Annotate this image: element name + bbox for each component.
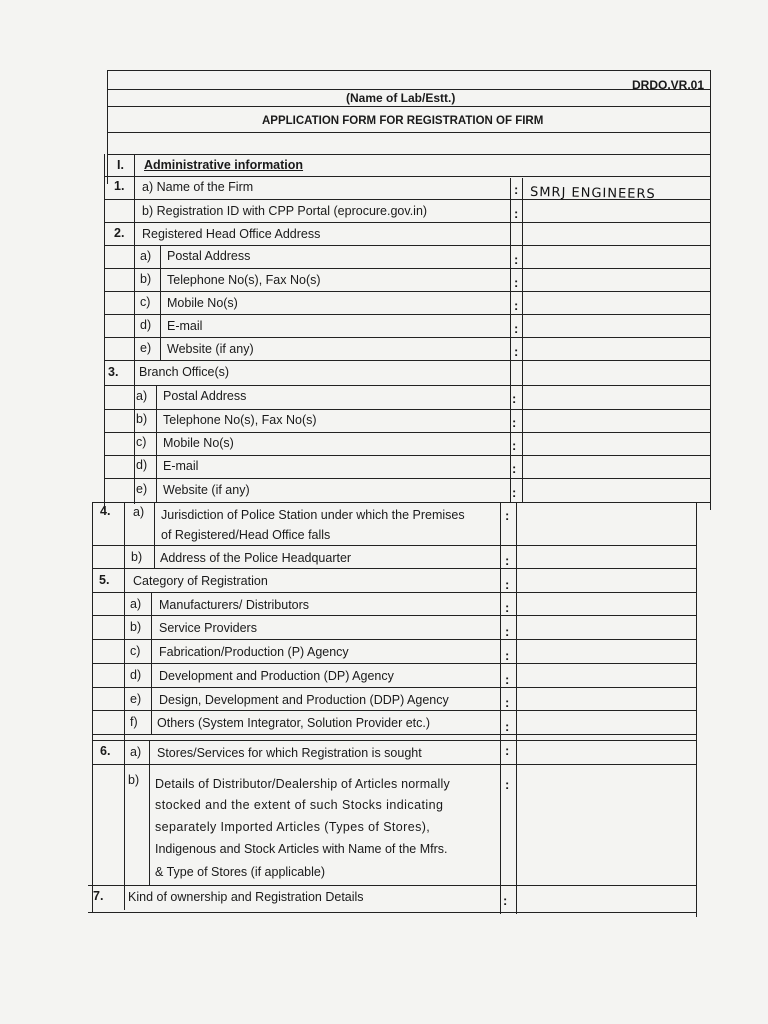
row-num-3: 3. [108, 365, 119, 379]
colon: : [505, 672, 510, 687]
colon: : [512, 438, 517, 453]
sub-key: e) [130, 692, 142, 706]
colon: : [505, 648, 510, 663]
sub-key: a) [130, 745, 142, 759]
row-line [92, 615, 696, 616]
sub-label: E-mail [163, 459, 199, 473]
border-right [710, 154, 711, 510]
colon: : [512, 391, 517, 406]
sub-label: E-mail [167, 319, 203, 333]
sub-key: a) [133, 505, 145, 519]
colon: : [514, 298, 519, 313]
distributor-details-line: Details of Distributor/Dealership of Articles normally [155, 777, 450, 791]
sub-key: e) [136, 482, 148, 496]
row-line [104, 360, 710, 361]
distributor-details-line: Indigenous and Stock Articles with Name of the Mfrs. [155, 842, 448, 856]
colon: : [514, 321, 519, 336]
sub-label: Website (if any) [167, 342, 254, 356]
line-header-2 [107, 106, 711, 107]
colon: : [505, 695, 510, 710]
colon: : [505, 777, 510, 792]
key-divider-r2 [160, 245, 161, 360]
row-line [104, 314, 710, 315]
distributor-details-line: stocked and the extent of such Stocks indicating [155, 798, 444, 812]
row-line [104, 222, 710, 223]
row-line [92, 592, 696, 593]
sub-label: Service Providers [159, 621, 257, 635]
sub-label: Postal Address [163, 389, 247, 403]
colon: : [512, 485, 517, 500]
branch-office-label: Branch Office(s) [139, 365, 230, 379]
border-top [107, 70, 711, 71]
section-heading: Administrative information [144, 158, 304, 172]
row-num-5: 5. [99, 573, 110, 587]
sub-key: d) [140, 318, 152, 332]
row-line [104, 478, 710, 479]
sub-key: b) [140, 272, 152, 286]
firm-name-value: SMRJ ENGINEERS [529, 184, 656, 203]
colon: : [512, 461, 517, 476]
sub-key: c) [136, 435, 147, 449]
sub-label: Manufacturers/ Distributors [159, 598, 310, 612]
sub-label: Telephone No(s), Fax No(s) [163, 413, 317, 427]
num-divider-upper [134, 154, 135, 504]
row-line [104, 432, 710, 433]
police-station-label-line2: of Registered/Head Office falls [161, 528, 331, 542]
line-section [104, 176, 711, 177]
sub-key: e) [140, 341, 152, 355]
sub-key: a) [140, 249, 152, 263]
sub-key: d) [130, 668, 142, 682]
sub-label: Mobile No(s) [163, 436, 234, 450]
stores-services-label: Stores/Services for which Registration is sought [157, 746, 422, 760]
row-num-7: 7. [93, 889, 104, 903]
section-num: I. [117, 158, 124, 172]
row-line [104, 291, 710, 292]
sub-label: Postal Address [167, 249, 251, 263]
colon: : [505, 508, 510, 523]
sub-label: Telephone No(s), Fax No(s) [167, 273, 321, 287]
sub-key: f) [130, 715, 138, 729]
colon: : [505, 553, 510, 568]
sub-key: b) [130, 620, 142, 634]
sub-key: c) [140, 295, 151, 309]
colon: : [512, 415, 517, 430]
colon: : [514, 344, 519, 359]
row-line [92, 764, 696, 765]
colon-col-right-lower [516, 502, 517, 914]
distributor-details-line: separately Imported Articles (Types of Stores), [155, 820, 431, 834]
lab-name: (Name of Lab/Estt.) [346, 91, 456, 105]
border-left [104, 154, 105, 510]
sub-label: Others (System Integrator, Solution Provider etc.) [157, 716, 431, 730]
row-line [104, 409, 710, 410]
colon: : [505, 743, 510, 758]
border-right-lower [696, 502, 697, 917]
row-line [92, 740, 696, 741]
row-line [104, 268, 710, 269]
colon: : [514, 252, 519, 267]
row-line [92, 639, 696, 640]
border-left-lower [92, 502, 93, 912]
head-office-label: Registered Head Office Address [142, 227, 321, 241]
ownership-label: Kind of ownership and Registration Details [128, 890, 364, 904]
sub-key: c) [130, 644, 141, 658]
form-title: APPLICATION FORM FOR REGISTRATION OF FIRM [262, 115, 544, 127]
sub-label: Website (if any) [163, 483, 250, 497]
row-line [92, 568, 696, 569]
sub-label: Design, Development and Production (DDP) Agency [159, 693, 449, 707]
distributor-details-line: & Type of Stores (if applicable) [155, 865, 325, 879]
row-line [92, 710, 696, 711]
sub-label: Fabrication/Production (P) Agency [159, 645, 349, 659]
num-divider-lower [124, 502, 125, 910]
sub-key: b) [128, 773, 140, 787]
registration-id-label: b) Registration ID with CPP Portal (eprocure.gov.in) [142, 204, 428, 218]
key-divider-r3 [156, 385, 157, 502]
category-label: Category of Registration [133, 574, 268, 588]
colon: : [505, 600, 510, 615]
row-line [88, 912, 696, 913]
colon: : [514, 182, 519, 197]
firm-name-label: a) Name of the Firm [142, 180, 254, 194]
row-num-1: 1. [114, 179, 125, 193]
sub-label: Development and Production (DP) Agency [159, 669, 394, 683]
sub-key: a) [130, 597, 142, 611]
row-line [104, 455, 710, 456]
row-num-2: 2. [114, 226, 125, 240]
row-line [92, 663, 696, 664]
colon: : [505, 577, 510, 592]
row-line [92, 502, 710, 503]
row-line [104, 245, 710, 246]
sub-key: b) [136, 412, 148, 426]
sub-key: d) [136, 458, 148, 472]
colon: : [505, 719, 510, 734]
border-left-top [107, 70, 108, 184]
police-hq-label: Address of the Police Headquarter [160, 551, 352, 565]
colon: : [514, 206, 519, 221]
colon: : [505, 624, 510, 639]
row-line [88, 885, 696, 886]
row-line [92, 687, 696, 688]
line-header-3 [107, 132, 711, 133]
row-line [104, 385, 710, 386]
row-line [104, 337, 710, 338]
colon-col-left-lower [500, 502, 501, 914]
key-divider-r6 [149, 740, 150, 885]
police-station-label-line1: Jurisdiction of Police Station under which the Premises [161, 508, 465, 522]
colon: : [514, 275, 519, 290]
row-num-6: 6. [100, 744, 111, 758]
form-code: DRDO.VR.01 [632, 78, 705, 92]
row-line [92, 734, 696, 735]
row-num-4: 4. [100, 504, 111, 518]
line-header-4 [107, 154, 711, 155]
colon: : [503, 893, 508, 908]
key-divider-r4 [154, 502, 155, 568]
sub-key: a) [136, 389, 148, 403]
sub-key: b) [131, 550, 143, 564]
row-line [92, 545, 696, 546]
sub-label: Mobile No(s) [167, 296, 238, 310]
